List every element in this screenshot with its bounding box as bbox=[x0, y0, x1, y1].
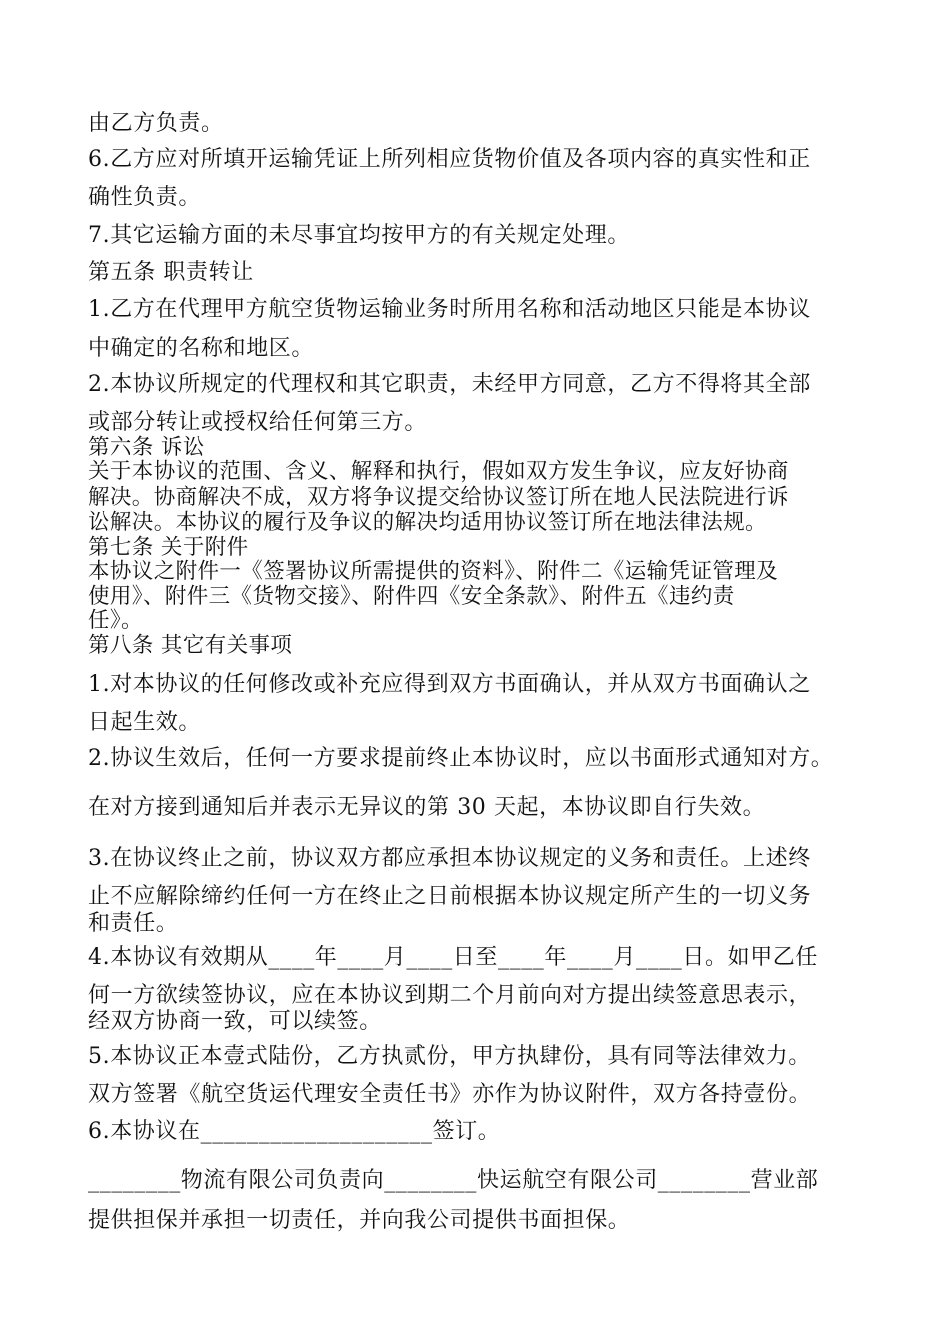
paragraph-line: 经双方协商一致，可以续签。 bbox=[88, 1009, 382, 1034]
paragraph-line: 和责任。 bbox=[88, 911, 179, 936]
paragraph-line: 5.本协议正本壹式陆份，乙方执贰份，甲方执肆份，具有同等法律效力。 bbox=[88, 1044, 811, 1069]
paragraph-line: 7.其它运输方面的未尽事宜均按甲方的有关规定处理。 bbox=[88, 223, 630, 248]
paragraph-line: 本协议之附件一《签署协议所需提供的资料》、附件二《运输凭证管理及 bbox=[88, 559, 779, 584]
paragraph-line: 止不应解除缔约任何一方在终止之日前根据本协议规定所产生的一切义务 bbox=[88, 884, 812, 909]
section-heading-8: 第八条 其它有关事项 bbox=[88, 633, 293, 658]
paragraph-line: 在对方接到通知后并表示无异议的第 30 天起，本协议即自行失效。 bbox=[88, 795, 766, 820]
paragraph-line: 确性负责。 bbox=[88, 185, 202, 210]
section-heading-5: 第五条 职责转让 bbox=[88, 260, 254, 285]
paragraph-line: 解决。协商解决不成，双方将争议提交给协议签订所在地人民法院进行诉 bbox=[88, 485, 789, 510]
paragraph-line: 讼解决。本协议的履行及争议的解决均适用协议签订所在地法律法规。 bbox=[88, 510, 767, 535]
paragraph-line: 3.在协议终止之前，协议双方都应承担本协议规定的义务和责任。上述终 bbox=[88, 846, 811, 871]
paragraph-line: 何一方欲续签协议，应在本协议到期二个月前向对方提出续签意思表示， bbox=[88, 983, 812, 1008]
paragraph-line: 4.本协议有效期从____年____月____日至____年____月____日。如甲乙任 bbox=[88, 945, 818, 970]
paragraph-line: 1.乙方在代理甲方航空货物运输业务时所用名称和活动地区只能是本协议 bbox=[88, 297, 811, 322]
paragraph-line: 由乙方负责。 bbox=[88, 111, 224, 136]
paragraph-line: 双方签署《航空货运代理安全责任书》亦作为协议附件，双方各持壹份。 bbox=[88, 1082, 812, 1107]
paragraph-line: 或部分转让或授权给任何第三方。 bbox=[88, 410, 428, 435]
paragraph-line: 1.对本协议的任何修改或补充应得到双方书面确认，并从双方书面确认之 bbox=[88, 672, 811, 697]
paragraph-line: ________物流有限公司负责向________快运航空有限公司________营业部 bbox=[88, 1168, 819, 1193]
paragraph-line: 6.乙方应对所填开运输凭证上所列相应货物价值及各项内容的真实性和正 bbox=[88, 147, 811, 172]
paragraph-line: 使用》、附件三《货物交接》、附件四《安全条款》、附件五《违约责 bbox=[88, 584, 735, 609]
paragraph-line: 提供担保并承担一切责任，并向我公司提供书面担保。 bbox=[88, 1208, 631, 1233]
section-heading-6: 第六条 诉讼 bbox=[88, 435, 205, 460]
paragraph-line: 6.本协议在____________________签订。 bbox=[88, 1119, 501, 1144]
paragraph-line: 2.本协议所规定的代理权和其它职责，未经甲方同意，乙方不得将其全部 bbox=[88, 372, 811, 397]
paragraph-line: 2.协议生效后，任何一方要求提前终止本协议时，应以书面形式通知对方。 bbox=[88, 746, 834, 771]
section-heading-7: 第七条 关于附件 bbox=[88, 535, 249, 560]
paragraph-line: 任》。 bbox=[88, 608, 143, 633]
paragraph-line: 关于本协议的范围、含义、解释和执行，假如双方发生争议，应友好协商 bbox=[88, 459, 789, 484]
paragraph-line: 中确定的名称和地区。 bbox=[88, 336, 315, 361]
paragraph-line: 日起生效。 bbox=[88, 710, 202, 735]
